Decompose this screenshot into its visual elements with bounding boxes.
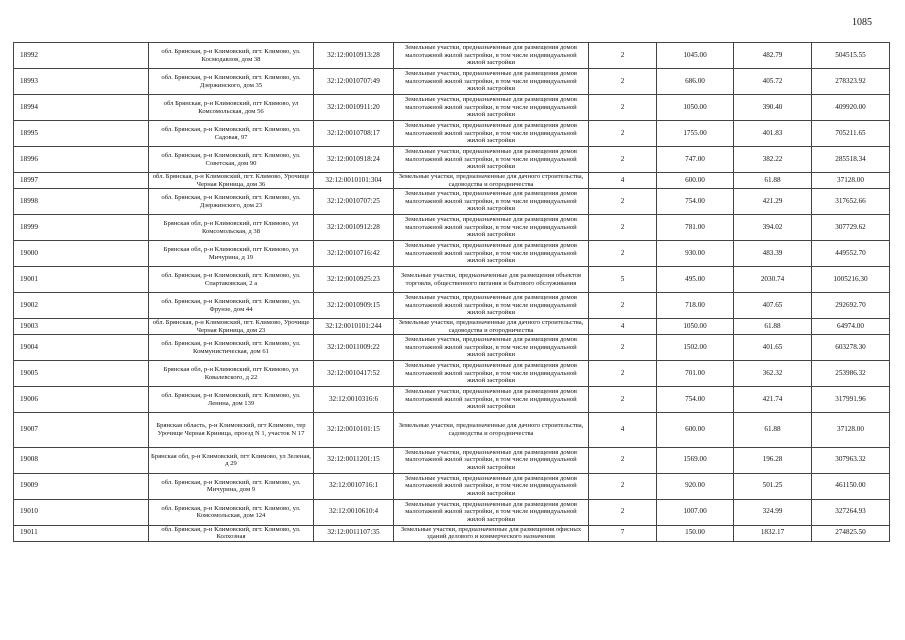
row-number: 19005 (14, 361, 149, 387)
address-cell: обл. Брянская, р-н Климовский, пгт. Климово, ул. Советская, дом 90 (149, 147, 314, 173)
cadastral-number-cell: 32:12:0010912:28 (314, 215, 394, 241)
address-cell: обл. Брянская, р-н Климовский, пгт. Климово, ул. Ленина, дом 139 (149, 387, 314, 413)
group-code-cell: 4 (589, 319, 657, 335)
address-cell: обл. Брянская, р-н Климовский, пгт. Климово, Урочище Черная Криница, дом 23 (149, 319, 314, 335)
address-cell: обл. Брянская, р-н Климовский, пгт. Климово, ул. Дзержинского, дом 23 (149, 189, 314, 215)
specific-value-cell: 61.88 (734, 319, 812, 335)
row-number: 18993 (14, 69, 149, 95)
address-cell: обл. Брянская, р-н Климовский, пгт. Климово, ул. Комсомольская, дом 124 (149, 499, 314, 525)
table-row (14, 241, 890, 267)
land-use-cell: Земельные участки, предназначенные для дачного строительства, садоводства и огородничества (394, 173, 589, 189)
table-row (14, 473, 890, 499)
area-cell: 1755.00 (657, 121, 734, 147)
land-use-cell: Земельные участки, предназначенные для размещения домов малоэтажной жилой застройки, в том числе индивидуальной жилой застройки (394, 447, 589, 473)
specific-value-cell: 405.72 (734, 69, 812, 95)
area-cell: 686.00 (657, 69, 734, 95)
specific-value-cell: 394.02 (734, 215, 812, 241)
land-use-cell: Земельные участки, предназначенные для размещения домов малоэтажной жилой застройки, в том числе индивидуальной жилой застройки (394, 43, 589, 69)
specific-value-cell: 401.65 (734, 335, 812, 361)
area-cell: 150.00 (657, 525, 734, 541)
cadastral-value-cell: 37128.00 (812, 413, 890, 448)
address-cell: обл. Брянская, р-н Климовский, пгт. Климово, ул. Спартаковская, 2 а (149, 267, 314, 293)
address-cell: Брянская область, р-н Климовский, пгт Климово, тер Урочище Черная Криница, проезд N 1, участок N 17 (149, 413, 314, 448)
land-use-cell: Земельные участки, предназначенные для размещения домов малоэтажной жилой застройки, в том числе индивидуальной жилой застройки (394, 121, 589, 147)
table-row (14, 121, 890, 147)
cadastral-number-cell: 32:12:0010716:1 (314, 473, 394, 499)
cadastral-value-cell: 1005216.30 (812, 267, 890, 293)
cadastral-number-cell: 32:12:0010101:15 (314, 413, 394, 448)
cadastral-value-cell: 292692.70 (812, 293, 890, 319)
cadastral-number-cell: 32:12:0010707:25 (314, 189, 394, 215)
cadastral-number-cell: 32:12:0010610:4 (314, 499, 394, 525)
group-code-cell: 2 (589, 387, 657, 413)
table-row (14, 293, 890, 319)
row-number: 19004 (14, 335, 149, 361)
land-use-cell: Земельные участки, предназначенные для дачного строительства, садоводства и огородничества (394, 319, 589, 335)
land-use-cell: Земельные участки, предназначенные для размещения домов малоэтажной жилой застройки, в том числе индивидуальной жилой застройки (394, 335, 589, 361)
area-cell: 1050.00 (657, 319, 734, 335)
group-code-cell: 4 (589, 173, 657, 189)
cadastral-value-cell: 461150.00 (812, 473, 890, 499)
group-code-cell: 2 (589, 95, 657, 121)
cadastral-number-cell: 32:12:0010909:15 (314, 293, 394, 319)
land-use-cell: Земельные участки, предназначенные для размещения домов малоэтажной жилой застройки, в том числе индивидуальной жилой застройки (394, 473, 589, 499)
address-cell: обл. Брянская, р-н Климовский, пгт. Климово, ул. Колхозная (149, 525, 314, 541)
area-cell: 1045.00 (657, 43, 734, 69)
address-cell: Брянская обл, р-н Климовский, пгт Климово, ул Мичурина, д 19 (149, 241, 314, 267)
area-cell: 495.00 (657, 267, 734, 293)
row-number: 18999 (14, 215, 149, 241)
area-cell: 1502.00 (657, 335, 734, 361)
group-code-cell: 2 (589, 499, 657, 525)
cadastral-value-cell: 409920.00 (812, 95, 890, 121)
row-number: 19008 (14, 447, 149, 473)
area-cell: 930.00 (657, 241, 734, 267)
group-code-cell: 2 (589, 69, 657, 95)
cadastral-number-cell: 32:12:0010707:49 (314, 69, 394, 95)
table-row (14, 95, 890, 121)
group-code-cell: 2 (589, 361, 657, 387)
address-cell: обл. Брянская, р-н Климовский, пгт. Климово, ул. Дзержинского, дом 35 (149, 69, 314, 95)
specific-value-cell: 482.79 (734, 43, 812, 69)
cadastral-value-cell: 327264.93 (812, 499, 890, 525)
table-row (14, 173, 890, 189)
area-cell: 920.00 (657, 473, 734, 499)
land-registry-table (13, 42, 890, 542)
row-number: 19003 (14, 319, 149, 335)
specific-value-cell: 421.29 (734, 189, 812, 215)
specific-value-cell: 421.74 (734, 387, 812, 413)
group-code-cell: 4 (589, 413, 657, 448)
row-number: 19010 (14, 499, 149, 525)
specific-value-cell: 390.40 (734, 95, 812, 121)
table-row (14, 387, 890, 413)
area-cell: 747.00 (657, 147, 734, 173)
row-number: 19006 (14, 387, 149, 413)
specific-value-cell: 324.99 (734, 499, 812, 525)
specific-value-cell: 1832.17 (734, 525, 812, 541)
land-use-cell: Земельные участки, предназначенные для размещения домов малоэтажной жилой застройки, в том числе индивидуальной жилой застройки (394, 189, 589, 215)
cadastral-value-cell: 504515.55 (812, 43, 890, 69)
address-cell: обл. Брянская, р-н Климовский, пгт. Климово, ул. Мичурина, дом 9 (149, 473, 314, 499)
cadastral-value-cell: 317991.96 (812, 387, 890, 413)
group-code-cell: 2 (589, 241, 657, 267)
land-use-cell: Земельные участки, предназначенные для размещения домов малоэтажной жилой застройки, в том числе индивидуальной жилой застройки (394, 95, 589, 121)
specific-value-cell: 61.88 (734, 173, 812, 189)
cadastral-value-cell: 307963.32 (812, 447, 890, 473)
table-row (14, 413, 890, 448)
area-cell: 754.00 (657, 189, 734, 215)
cadastral-number-cell: 32:12:0010708:17 (314, 121, 394, 147)
table-row (14, 189, 890, 215)
land-use-cell: Земельные участки, предназначенные для размещения домов малоэтажной жилой застройки, в том числе индивидуальной жилой застройки (394, 499, 589, 525)
land-use-cell: Земельные участки, предназначенные для размещения домов малоэтажной жилой застройки, в том числе индивидуальной жилой застройки (394, 215, 589, 241)
cadastral-number-cell: 32:12:0011009:22 (314, 335, 394, 361)
cadastral-value-cell: 274825.50 (812, 525, 890, 541)
land-use-cell: Земельные участки, предназначенные для дачного строительства, садоводства и огородничества (394, 413, 589, 448)
land-use-cell: Земельные участки, предназначенные для размещения домов малоэтажной жилой застройки, в том числе индивидуальной жилой застройки (394, 69, 589, 95)
cadastral-value-cell: 37128.00 (812, 173, 890, 189)
group-code-cell: 5 (589, 267, 657, 293)
address-cell: обл. Брянская, р-н Климовский, пгт. Климово, ул. Коммунистическая, дом 61 (149, 335, 314, 361)
cadastral-value-cell: 285518.34 (812, 147, 890, 173)
row-number: 19002 (14, 293, 149, 319)
cadastral-value-cell: 253986.32 (812, 361, 890, 387)
specific-value-cell: 401.83 (734, 121, 812, 147)
address-cell: Брянская обл, р-н Климовский, пгт Климово, ул Ковалевского, д 22 (149, 361, 314, 387)
row-number: 19007 (14, 413, 149, 448)
group-code-cell: 2 (589, 215, 657, 241)
cadastral-number-cell: 32:12:0010925:23 (314, 267, 394, 293)
specific-value-cell: 2030.74 (734, 267, 812, 293)
cadastral-number-cell: 32:12:0010911:20 (314, 95, 394, 121)
land-use-cell: Земельные участки, предназначенные для размещения домов малоэтажной жилой застройки, в том числе индивидуальной жилой застройки (394, 361, 589, 387)
cadastral-number-cell: 32:12:0010417:52 (314, 361, 394, 387)
specific-value-cell: 407.65 (734, 293, 812, 319)
address-cell: обл. Брянская, р-н Климовский, пгт. Климово, ул. Садовая, 97 (149, 121, 314, 147)
address-cell: Брянская обл, р-н Климовский, пгт Климово, ул Комсомольская, д 38 (149, 215, 314, 241)
land-use-cell: Земельные участки, предназначенные для размещения домов малоэтажной жилой застройки, в том числе индивидуальной жилой застройки (394, 293, 589, 319)
address-cell: обл. Брянская, р-н Климовский, пгт. Климово, ул. Космодавлов, дом 38 (149, 43, 314, 69)
group-code-cell: 2 (589, 335, 657, 361)
address-cell: Брянская обл, р-н Климовский, пгт Климово, ул Зеленая, д 29 (149, 447, 314, 473)
table-row (14, 147, 890, 173)
table-row (14, 69, 890, 95)
cadastral-value-cell: 64974.00 (812, 319, 890, 335)
land-use-cell: Земельные участки, предназначенные для размещения домов малоэтажной жилой застройки, в том числе индивидуальной жилой застройки (394, 387, 589, 413)
cadastral-number-cell: 32:12:0010716:42 (314, 241, 394, 267)
address-cell: обл. Брянская, р-н Климовский, пгт. Климово, ул. Фрунзе, дом 44 (149, 293, 314, 319)
table-row (14, 335, 890, 361)
specific-value-cell: 362.32 (734, 361, 812, 387)
area-cell: 781.00 (657, 215, 734, 241)
cadastral-number-cell: 32:12:0011201:15 (314, 447, 394, 473)
cadastral-number-cell: 32:12:0011107:35 (314, 525, 394, 541)
row-number: 19001 (14, 267, 149, 293)
group-code-cell: 7 (589, 525, 657, 541)
row-number: 19000 (14, 241, 149, 267)
cadastral-value-cell: 603278.30 (812, 335, 890, 361)
area-cell: 1007.00 (657, 499, 734, 525)
area-cell: 600.00 (657, 173, 734, 189)
row-number: 19011 (14, 525, 149, 541)
specific-value-cell: 61.88 (734, 413, 812, 448)
page-number: 1085 (852, 17, 872, 28)
land-use-cell: Земельные участки, предназначенные для размещения объектов торговли, общественного питания и бытового обслуживания (394, 267, 589, 293)
group-code-cell: 2 (589, 121, 657, 147)
area-cell: 600.00 (657, 413, 734, 448)
group-code-cell: 2 (589, 473, 657, 499)
cadastral-value-cell: 278323.92 (812, 69, 890, 95)
land-use-cell: Земельные участки, предназначенные для размещения офисных зданий делового и коммерческого назначения (394, 525, 589, 541)
row-number: 18997 (14, 173, 149, 189)
cadastral-value-cell: 705211.65 (812, 121, 890, 147)
table-row (14, 215, 890, 241)
table-row (14, 361, 890, 387)
area-cell: 1569.00 (657, 447, 734, 473)
area-cell: 1050.00 (657, 95, 734, 121)
area-cell: 701.00 (657, 361, 734, 387)
row-number: 18998 (14, 189, 149, 215)
row-number: 18992 (14, 43, 149, 69)
specific-value-cell: 483.39 (734, 241, 812, 267)
cadastral-number-cell: 32:12:0010918:24 (314, 147, 394, 173)
cadastral-number-cell: 32:12:0010316:6 (314, 387, 394, 413)
row-number: 18995 (14, 121, 149, 147)
table-row (14, 447, 890, 473)
cadastral-number-cell: 32:12:0010101:244 (314, 319, 394, 335)
row-number: 18994 (14, 95, 149, 121)
cadastral-number-cell: 32:12:0010913:28 (314, 43, 394, 69)
group-code-cell: 2 (589, 447, 657, 473)
row-number: 19009 (14, 473, 149, 499)
table-row (14, 499, 890, 525)
table-row (14, 267, 890, 293)
group-code-cell: 2 (589, 293, 657, 319)
cadastral-number-cell: 32:12:0010101:304 (314, 173, 394, 189)
table-row (14, 525, 890, 541)
group-code-cell: 2 (589, 189, 657, 215)
group-code-cell: 2 (589, 147, 657, 173)
table-row (14, 43, 890, 69)
address-cell: обл Брянская, р-н Климовский, пгт Климово, ул Комсомольская, дом 56 (149, 95, 314, 121)
specific-value-cell: 382.22 (734, 147, 812, 173)
area-cell: 718.00 (657, 293, 734, 319)
land-use-cell: Земельные участки, предназначенные для размещения домов малоэтажной жилой застройки, в том числе индивидуальной жилой застройки (394, 241, 589, 267)
specific-value-cell: 196.28 (734, 447, 812, 473)
land-use-cell: Земельные участки, предназначенные для размещения домов малоэтажной жилой застройки, в том числе индивидуальной жилой застройки (394, 147, 589, 173)
area-cell: 754.00 (657, 387, 734, 413)
row-number: 18996 (14, 147, 149, 173)
cadastral-value-cell: 307729.62 (812, 215, 890, 241)
address-cell: обл. Брянская, р-н Климовский, пгт. Климово, Урочище Черная Криница, дом 36 (149, 173, 314, 189)
group-code-cell: 2 (589, 43, 657, 69)
cadastral-value-cell: 317652.66 (812, 189, 890, 215)
specific-value-cell: 501.25 (734, 473, 812, 499)
table-row (14, 319, 890, 335)
cadastral-value-cell: 449552.70 (812, 241, 890, 267)
